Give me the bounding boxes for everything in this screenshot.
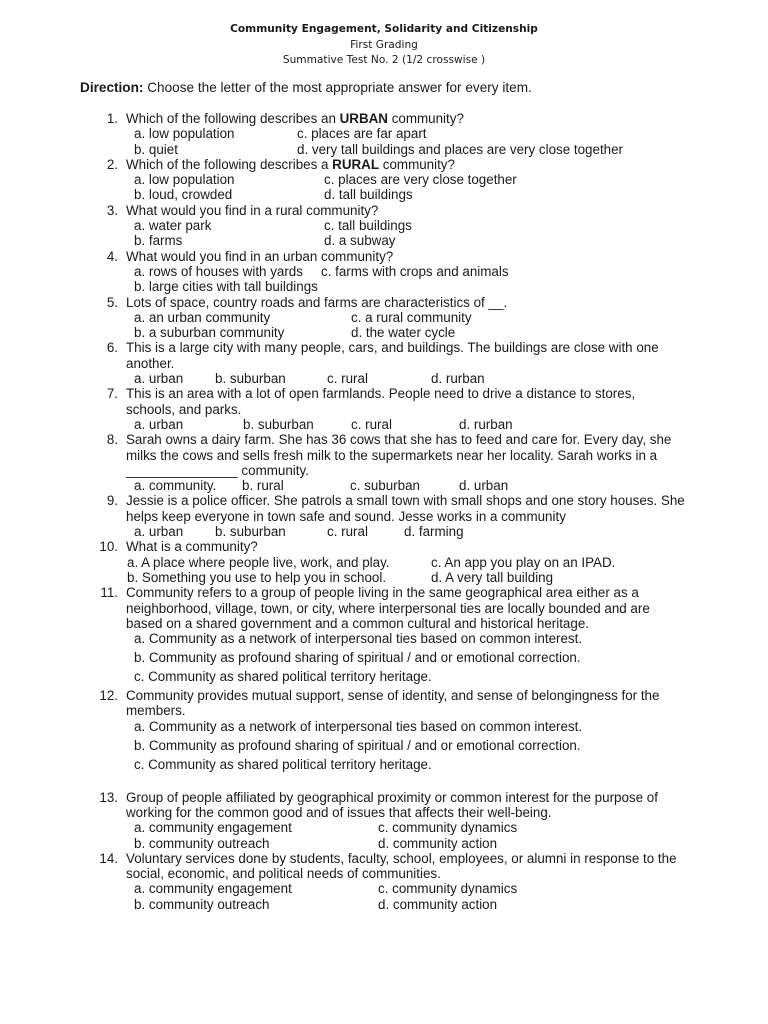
- answer-choice: d. rurban: [431, 371, 485, 387]
- answer-options: [127, 554, 768, 586]
- answer-choice: b. a suburban community: [134, 325, 285, 341]
- question-text: Lots of space, country roads and farms are characteristics of __.: [126, 294, 508, 310]
- question-stem: [126, 295, 686, 310]
- answer-choice: a. urban: [134, 524, 184, 540]
- answer-choice: c. tall buildings: [324, 218, 412, 234]
- question-number: 4.: [106, 248, 118, 264]
- answer-choice: d. the water cycle: [351, 325, 456, 341]
- answer-choice: a. low population: [134, 172, 235, 188]
- answer-options: [134, 631, 768, 688]
- question-item: [0, 340, 768, 386]
- answer-choice: b. rural: [242, 478, 284, 494]
- document-title: Community Engagement, Solidarity and Citizenship: [230, 23, 538, 35]
- answer-options: [134, 172, 768, 203]
- question-number: 7.: [106, 386, 118, 402]
- question-number: 11.: [100, 585, 118, 601]
- answer-options: [134, 881, 768, 912]
- question-item: [0, 386, 768, 432]
- answer-choice: a. community engagement: [134, 820, 292, 836]
- question-text: What would you find in a rural community?: [126, 202, 379, 218]
- question-number: 14.: [99, 850, 118, 866]
- question-list: [0, 111, 768, 912]
- answer-choice: b. Community as profound sharing of spiritual / and or emotional correction.: [134, 650, 581, 666]
- question-stem: [126, 493, 686, 524]
- answer-choice: c. farms with crops and animals: [321, 263, 509, 279]
- answer-row: [134, 738, 768, 757]
- answer-choice: d. community action: [378, 896, 498, 912]
- question-text: Sarah owns a dairy farm. She has 36 cows that she has to feed and care for. Every day, she milks the cows and sells fresh milk to the supermarkets near her locality. Sarah works in a _______________ community.: [126, 432, 672, 478]
- answer-row: [134, 881, 768, 896]
- question-item: [0, 493, 768, 539]
- question-text: This is a large city with many people, cars, and buildings. The buildings are close with one another.: [126, 340, 659, 371]
- answer-choice: b. farms: [134, 233, 183, 249]
- answer-choice: b. suburban: [243, 416, 314, 432]
- question-text: What is a community?: [126, 539, 258, 555]
- answer-row: [134, 897, 768, 912]
- answer-row: [134, 836, 768, 851]
- question-stem: [126, 688, 686, 719]
- answer-row: [134, 233, 768, 248]
- answer-choice: d. A very tall building: [431, 569, 554, 585]
- question-text: Community refers to a group of people living in the same geographical area either as a neighborhood, village, town, or city, where interpersonal ties are locally bounded and are based on a shared government and a common cultural and historical heritage.: [126, 585, 650, 631]
- question-stem: [126, 249, 686, 264]
- answer-choice: b. Something you use to help you in school.: [127, 569, 387, 585]
- answer-choice: c. places are far apart: [297, 126, 427, 142]
- question-stem: [126, 111, 686, 126]
- answer-options: [134, 218, 768, 249]
- question-text-end: community?: [387, 111, 464, 126]
- question-number: 5.: [106, 294, 118, 310]
- question-stem: [126, 585, 686, 631]
- answer-choice: d. very tall buildings and places are very close together: [297, 141, 624, 157]
- question-item: [0, 585, 768, 688]
- answer-options: [134, 417, 768, 432]
- question-number: 12.: [99, 688, 118, 704]
- answer-row: [134, 187, 768, 202]
- answer-choice: b. large cities with tall buildings: [134, 279, 318, 295]
- answer-row: [134, 279, 768, 294]
- question-item: [0, 157, 768, 203]
- answer-choice: d. farming: [404, 524, 464, 540]
- question-text-end: community?: [379, 156, 455, 172]
- question-stem: [126, 157, 686, 172]
- answer-row: [134, 757, 768, 776]
- answer-row: [134, 524, 768, 539]
- direction-text: Choose the letter of the most appropriate answer for every item.: [143, 80, 532, 95]
- answer-row: [127, 569, 768, 585]
- question-item: [0, 790, 768, 851]
- answer-choice: d. a subway: [324, 233, 396, 249]
- answer-choice: c. rural: [327, 371, 368, 387]
- answer-row: [134, 172, 768, 187]
- question-number: 2.: [106, 156, 118, 172]
- answer-choice: b. Community as profound sharing of spiritual / and or emotional correction.: [134, 737, 581, 753]
- answer-row: [134, 142, 768, 157]
- question-number: 8.: [106, 432, 118, 448]
- answer-choice: a. A place where people live, work, and play.: [127, 554, 390, 570]
- answer-choice: a. Community as a network of interpersonal ties based on common interest.: [134, 718, 583, 734]
- answer-choice: a. urban: [134, 371, 184, 387]
- answer-row: [134, 126, 768, 141]
- answer-row: [134, 478, 768, 493]
- question-text: This is an area with a lot of open farmlands. People need to drive a distance to stores, schools, and parks.: [126, 386, 636, 417]
- question-text: Community provides mutual support, sense of identity, and sense of belongingness for the members.: [126, 688, 660, 719]
- question-stem: [126, 203, 686, 218]
- answer-row: [134, 719, 768, 738]
- question-item: [0, 851, 768, 912]
- answer-row: [134, 650, 768, 669]
- question-stem: [126, 340, 686, 371]
- question-item: [0, 203, 768, 249]
- question-text: Group of people affiliated by geographical proximity or common interest for the purpose of working for the common good and of issues that affects their well-being.: [126, 789, 658, 820]
- answer-row: [127, 554, 768, 570]
- question-text: Voluntary services done by students, faculty, school, employees, or alumni in response to the social, economic, and political needs of communities.: [126, 850, 677, 882]
- question-item: [0, 249, 768, 295]
- answer-choice: c. community dynamics: [378, 820, 518, 836]
- question-stem: [126, 386, 686, 417]
- question-keyword: URBAN: [339, 111, 388, 126]
- question-text: Which of the following describes an: [126, 111, 340, 126]
- answer-choice: a. rows of houses with yards: [134, 263, 303, 279]
- answer-row: [134, 371, 768, 386]
- document-header: [0, 22, 768, 69]
- question-item: [0, 688, 768, 776]
- answer-choice: c. Community as shared political territory heritage.: [134, 669, 432, 685]
- test-label: Summative Test No. 2 (1/2 crosswise ): [282, 54, 486, 66]
- question-number: 3.: [106, 202, 118, 218]
- answer-choice: b. suburban: [215, 524, 286, 540]
- question-stem: [126, 539, 686, 554]
- answer-options: [134, 264, 768, 295]
- answer-options: [134, 126, 768, 157]
- answer-choice: a. urban: [134, 416, 184, 432]
- question-number: 10.: [99, 539, 118, 555]
- answer-choice: a. water park: [134, 218, 212, 234]
- answer-row: [134, 417, 768, 432]
- question-item: [0, 539, 768, 585]
- answer-choice: a. community engagement: [134, 881, 292, 897]
- answer-options: [134, 820, 768, 851]
- answer-choice: c. community dynamics: [378, 881, 518, 897]
- question-stem: [126, 432, 686, 478]
- answer-choice: c. Community as shared political territory heritage.: [134, 756, 432, 772]
- answer-choice: c. rural: [327, 524, 368, 540]
- answer-choice: b. community outreach: [134, 835, 270, 851]
- grading-period: First Grading: [350, 38, 418, 51]
- answer-row: [134, 669, 768, 688]
- answer-choice: d. rurban: [459, 416, 513, 432]
- answer-options: [134, 524, 768, 539]
- answer-choice: a. low population: [134, 126, 235, 142]
- answer-choice: b. community outreach: [134, 896, 270, 912]
- question-item: [0, 295, 768, 341]
- answer-choice: a. an urban community: [134, 309, 271, 325]
- answer-choice: b. loud, crowded: [134, 187, 233, 203]
- answer-choice: b. quiet: [134, 141, 178, 157]
- question-number: 9.: [106, 493, 118, 509]
- direction-line: [80, 80, 532, 95]
- answer-choice: c. places are very close together: [324, 172, 517, 188]
- answer-choice: c. a rural community: [351, 309, 472, 325]
- question-item: [0, 432, 768, 493]
- answer-options: [134, 719, 768, 776]
- answer-choice: a. Community as a network of interpersonal ties based on common interest.: [134, 631, 583, 647]
- answer-options: [134, 478, 768, 493]
- answer-row: [134, 310, 768, 325]
- answer-row: [134, 631, 768, 650]
- answer-row: [134, 820, 768, 835]
- answer-choice: b. suburban: [215, 371, 286, 387]
- direction-label: Direction:: [80, 80, 144, 95]
- question-spacer: [0, 776, 768, 790]
- answer-options: [134, 310, 768, 341]
- question-number: 6.: [106, 340, 118, 356]
- question-stem: [126, 790, 686, 821]
- question-stem: [126, 851, 686, 882]
- question-number: 13.: [99, 789, 118, 805]
- answer-choice: c. suburban: [350, 478, 420, 494]
- answer-choice: a. community.: [134, 478, 217, 494]
- question-text: Jessie is a police officer. She patrols a small town with small shops and one story houses. She helps keep everyone in town safe and sound. Jesse works in a community: [126, 493, 685, 524]
- question-number: 1.: [106, 111, 118, 126]
- answer-choice: c. An app you play on an IPAD.: [431, 554, 616, 570]
- answer-choice: d. community action: [378, 835, 498, 851]
- answer-options: [134, 371, 768, 386]
- answer-choice: d. urban: [459, 478, 509, 494]
- answer-choice: c. rural: [351, 416, 392, 432]
- question-text: Which of the following describes a: [126, 156, 333, 172]
- answer-row: [134, 264, 768, 279]
- question-keyword: RURAL: [332, 156, 380, 172]
- answer-row: [134, 218, 768, 233]
- question-item: [0, 111, 768, 157]
- answer-row: [134, 325, 768, 340]
- answer-choice: d. tall buildings: [324, 187, 413, 203]
- question-text: What would you find in an urban community?: [126, 248, 394, 264]
